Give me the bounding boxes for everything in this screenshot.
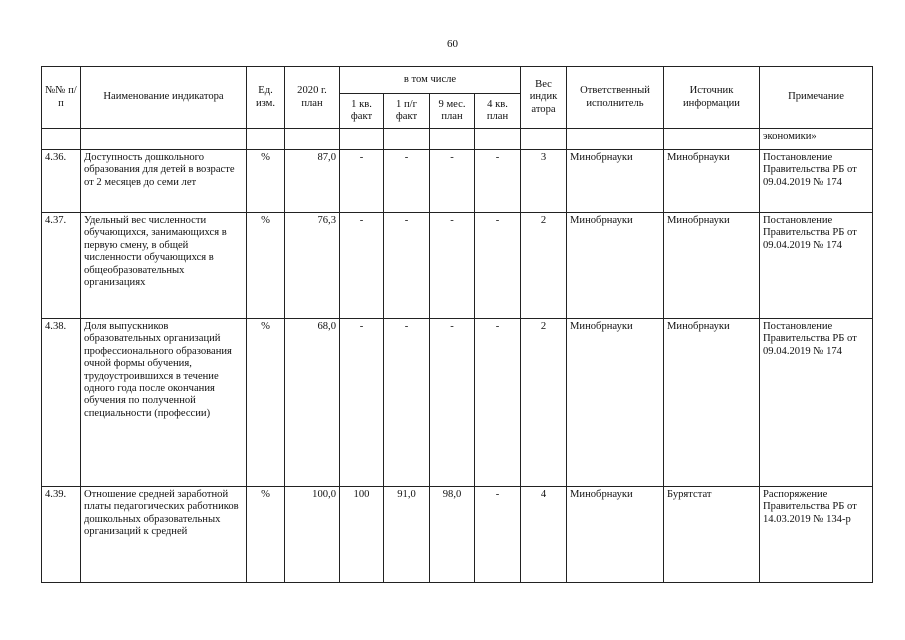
header-name: Наименование индикатора <box>81 67 247 129</box>
row-note: Распоряжение Правительства РБ от 14.03.2019 № 134-р <box>760 487 873 583</box>
row-unit: % <box>247 150 285 213</box>
row-responsible: Минобрнауки <box>567 213 664 319</box>
row-responsible: Минобрнауки <box>567 487 664 583</box>
row-responsible: Минобрнауки <box>567 150 664 213</box>
row-name: Отношение средней заработной платы педагогических работников дошкольных образовательных организаций к средней <box>81 487 247 583</box>
row-q1: - <box>340 319 384 487</box>
row-source: Минобрнауки <box>664 213 760 319</box>
row-name: Доля выпускников образовательных организаций профессионального образования очной формы обучения, трудоустроившихся в течение одного года после окончания обучения по полученной специальности (профессии) <box>81 319 247 487</box>
row-name: Доступность дошкольного образования для детей в возрасте от 2 месяцев до семи лет <box>81 150 247 213</box>
row-weight: 2 <box>521 319 567 487</box>
row-unit: % <box>247 213 285 319</box>
row-weight: 2 <box>521 213 567 319</box>
header-q1: 1 кв. факт <box>340 94 384 129</box>
indicators-table <box>41 66 873 583</box>
header-weight: Вес индик атора <box>521 67 567 129</box>
row-note: Постановление Правительства РБ от 09.04.2019 № 174 <box>760 213 873 319</box>
row-9m: - <box>430 319 475 487</box>
page-number: 60 <box>447 38 458 50</box>
row-q4: - <box>475 150 521 213</box>
row-unit: % <box>247 319 285 487</box>
continuation-note: экономики» <box>760 129 873 150</box>
row-responsible: Минобрнауки <box>567 319 664 487</box>
row-plan: 100,0 <box>285 487 340 583</box>
row-q1: - <box>340 150 384 213</box>
row-h1: - <box>384 213 430 319</box>
row-num: 4.39. <box>42 487 81 583</box>
row-weight: 4 <box>521 487 567 583</box>
header-h1: 1 п/г факт <box>384 94 430 129</box>
row-note: Постановление Правительства РБ от 09.04.2019 № 174 <box>760 319 873 487</box>
row-q4: - <box>475 319 521 487</box>
row-q1: - <box>340 213 384 319</box>
row-source: Бурятстат <box>664 487 760 583</box>
header-including: в том числе <box>340 67 521 94</box>
header-9m: 9 мес. план <box>430 94 475 129</box>
header-source: Источник информации <box>664 67 760 129</box>
row-h1: - <box>384 150 430 213</box>
row-unit: % <box>247 487 285 583</box>
header-q4: 4 кв. план <box>475 94 521 129</box>
row-h1: 91,0 <box>384 487 430 583</box>
header-plan-2020: 2020 г. план <box>285 67 340 129</box>
row-name: Удельный вес численности обучающихся, занимающихся в первую смену, в общей численности обучающихся в общеобразовательных организациях <box>81 213 247 319</box>
table-row <box>42 319 873 487</box>
row-source: Минобрнауки <box>664 319 760 487</box>
row-num: 4.38. <box>42 319 81 487</box>
row-weight: 3 <box>521 150 567 213</box>
table-row <box>42 213 873 319</box>
continuation-row <box>42 129 873 150</box>
header-num: №№ п/п <box>42 67 81 129</box>
row-num: 4.37. <box>42 213 81 319</box>
row-plan: 76,3 <box>285 213 340 319</box>
row-h1: - <box>384 319 430 487</box>
row-9m: - <box>430 213 475 319</box>
row-q4: - <box>475 213 521 319</box>
row-plan: 68,0 <box>285 319 340 487</box>
row-9m: 98,0 <box>430 487 475 583</box>
row-plan: 87,0 <box>285 150 340 213</box>
row-num: 4.36. <box>42 150 81 213</box>
header-unit: Ед. изм. <box>247 67 285 129</box>
table-row <box>42 487 873 583</box>
row-q1: 100 <box>340 487 384 583</box>
table-row <box>42 150 873 213</box>
row-q4: - <box>475 487 521 583</box>
row-9m: - <box>430 150 475 213</box>
header-responsible: Ответственный исполнитель <box>567 67 664 129</box>
header-note: Примечание <box>760 67 873 129</box>
row-source: Минобрнауки <box>664 150 760 213</box>
row-note: Постановление Правительства РБ от 09.04.2019 № 174 <box>760 150 873 213</box>
